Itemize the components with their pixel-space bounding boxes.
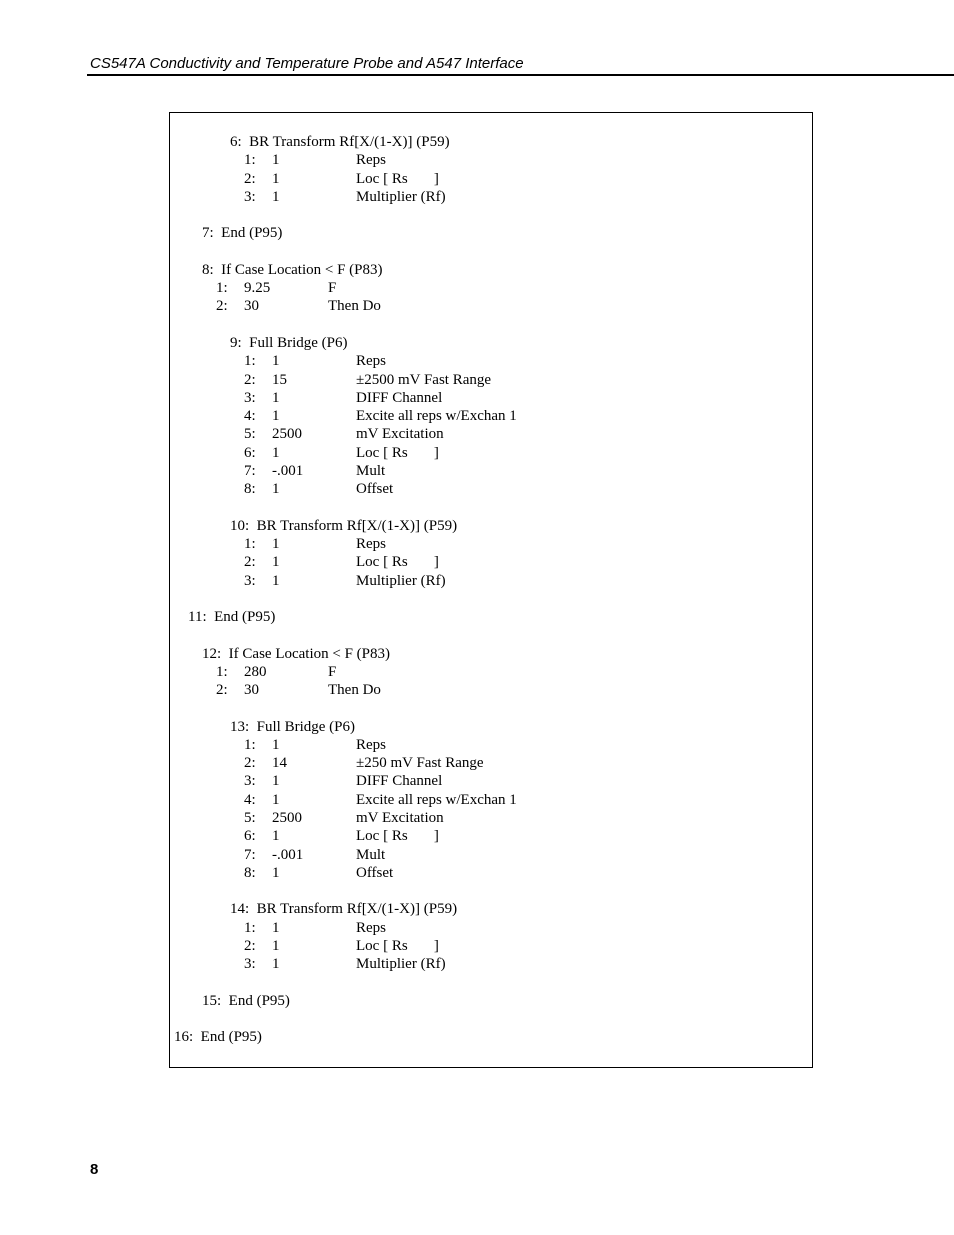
parameter-value: 1 xyxy=(272,791,280,808)
parameter-description: Reps xyxy=(356,919,386,936)
parameter-value: 1 xyxy=(272,937,280,954)
parameter-description: Excite all reps w/Exchan 1 xyxy=(356,791,517,808)
instruction-text: 12: If Case Location < F (P83) xyxy=(202,645,391,662)
parameter-value: 1 xyxy=(272,481,280,498)
parameter-value: 1 xyxy=(272,188,280,205)
parameter-description: Loc [ Rs ] xyxy=(356,937,439,954)
instruction-text: 16: End (P95) xyxy=(174,1029,262,1046)
instruction-text: 10: BR Transform Rf[X/(1-X)] (P59) xyxy=(230,517,458,534)
parameter-index: 2: xyxy=(216,682,228,699)
parameter-value: 1 xyxy=(272,554,280,571)
instruction-text: 11: End (P95) xyxy=(188,609,276,625)
parameter-value: 1 xyxy=(272,353,280,370)
program-listing-box xyxy=(169,112,813,1068)
parameter-index: 2: xyxy=(244,371,256,388)
parameter-index: 2: xyxy=(244,755,256,772)
parameter-index: 7: xyxy=(244,462,256,479)
parameter-description: Reps xyxy=(356,736,386,753)
parameter-index: 5: xyxy=(244,810,256,826)
parameter-index: 1: xyxy=(244,152,256,169)
parameter-index: 8: xyxy=(244,864,256,881)
parameter-value: 15 xyxy=(272,371,287,388)
parameter-value: 1 xyxy=(272,828,280,845)
parameter-description: Mult xyxy=(356,462,386,479)
instruction-text: 9: Full Bridge (P6) xyxy=(230,335,348,351)
parameter-value: 1 xyxy=(272,444,280,461)
parameter-value: 1 xyxy=(272,736,280,753)
parameter-value: 1 xyxy=(272,773,280,790)
parameter-index: 3: xyxy=(244,956,256,973)
parameter-value: 9.25 xyxy=(244,280,271,297)
parameter-value: 30 xyxy=(244,298,259,315)
parameter-description: Then Do xyxy=(328,682,381,699)
parameter-description: DIFF Channel xyxy=(356,773,443,790)
parameter-index: 6: xyxy=(244,828,256,845)
parameter-description: Reps xyxy=(356,353,386,370)
parameter-description: Loc [ Rs ] xyxy=(356,444,439,461)
parameter-value: 1 xyxy=(272,956,280,973)
parameter-value: 1 xyxy=(272,389,280,406)
parameter-index: 8: xyxy=(244,481,256,498)
parameter-index: 1: xyxy=(244,353,256,370)
parameter-value: 2500 xyxy=(272,810,302,826)
parameter-index: 5: xyxy=(244,426,256,443)
parameter-description: F xyxy=(328,663,337,680)
parameter-description: Then Do xyxy=(328,298,381,315)
parameter-description: ±250 mV Fast Range xyxy=(356,755,484,772)
instruction-text: 8: If Case Location < F (P83) xyxy=(202,261,383,278)
parameter-value: 1 xyxy=(272,572,280,589)
parameter-index: 1: xyxy=(244,919,256,936)
running-header-title: CS547A Conductivity and Temperature Probe and A547 Interface xyxy=(90,55,524,72)
parameter-index: 2: xyxy=(244,554,256,571)
parameter-description: mV Excitation xyxy=(356,810,444,826)
parameter-index: 2: xyxy=(244,937,256,954)
instruction-text: 15: End (P95) xyxy=(202,992,290,1009)
parameter-index: 2: xyxy=(216,298,228,315)
parameter-description: F xyxy=(328,280,337,297)
parameter-description: Loc [ Rs ] xyxy=(356,170,439,187)
parameter-index: 3: xyxy=(244,773,256,790)
parameter-description: mV Excitation xyxy=(356,426,444,443)
parameter-description: Offset xyxy=(356,481,394,498)
parameter-description: Multiplier (Rf) xyxy=(356,188,446,205)
parameter-description: Multiplier (Rf) xyxy=(356,572,446,589)
parameter-description: Reps xyxy=(356,152,386,169)
parameter-value: -.001 xyxy=(272,846,304,863)
instruction-text: 7: End (P95) xyxy=(202,225,283,242)
parameter-index: 3: xyxy=(244,389,256,406)
parameter-description: Mult xyxy=(356,846,386,863)
parameter-description: Reps xyxy=(356,535,386,552)
parameter-value: 280 xyxy=(244,663,267,680)
parameter-index: 3: xyxy=(244,188,256,205)
parameter-value: 1 xyxy=(272,408,280,425)
instruction-text: 13: Full Bridge (P6) xyxy=(230,718,356,735)
parameter-index: 1: xyxy=(244,736,256,753)
parameter-description: Loc [ Rs ] xyxy=(356,554,439,571)
parameter-description: Excite all reps w/Exchan 1 xyxy=(356,408,517,425)
parameter-index: 4: xyxy=(244,408,256,425)
parameter-value: -.001 xyxy=(272,462,304,479)
parameter-index: 1: xyxy=(216,663,228,680)
parameter-index: 2: xyxy=(244,170,256,187)
parameter-index: 3: xyxy=(244,572,256,589)
parameter-index: 7: xyxy=(244,846,256,863)
parameter-value: 1 xyxy=(272,152,280,169)
parameter-index: 1: xyxy=(216,280,228,297)
parameter-value: 30 xyxy=(244,682,259,699)
instruction-text: 14: BR Transform Rf[X/(1-X)] (P59) xyxy=(230,901,458,918)
parameter-value: 2500 xyxy=(272,426,302,443)
parameter-value: 1 xyxy=(272,919,280,936)
parameter-description: Multiplier (Rf) xyxy=(356,956,446,973)
parameter-value: 14 xyxy=(272,755,287,772)
parameter-value: 1 xyxy=(272,170,280,187)
parameter-description: Loc [ Rs ] xyxy=(356,828,439,845)
parameter-description: Offset xyxy=(356,864,394,881)
parameter-description: DIFF Channel xyxy=(356,389,443,406)
parameter-value: 1 xyxy=(272,535,280,552)
parameter-description: ±2500 mV Fast Range xyxy=(356,371,492,388)
parameter-index: 6: xyxy=(244,444,256,461)
page-number: 8 xyxy=(90,1161,99,1178)
parameter-index: 4: xyxy=(244,791,256,808)
instruction-text: 6: BR Transform Rf[X/(1-X)] (P59) xyxy=(230,134,450,150)
header-rule xyxy=(87,74,954,76)
parameter-index: 1: xyxy=(244,535,256,552)
parameter-value: 1 xyxy=(272,864,280,881)
